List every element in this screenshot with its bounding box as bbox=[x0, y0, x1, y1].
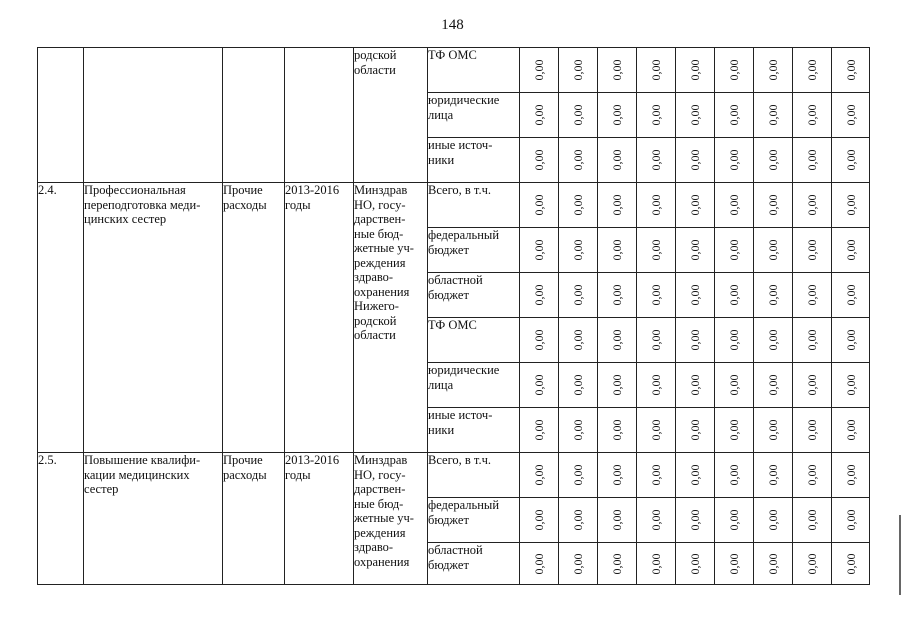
value-cell bbox=[715, 408, 754, 453]
source-cell: юридические лица bbox=[428, 363, 520, 408]
value-text: 0,00 bbox=[765, 59, 780, 81]
value-cell bbox=[754, 183, 793, 228]
table-row bbox=[38, 183, 870, 228]
value-cell bbox=[520, 183, 559, 228]
value-cell bbox=[520, 543, 559, 585]
value-text: 0,00 bbox=[765, 553, 780, 574]
value-cell bbox=[637, 48, 676, 93]
cont-number-cell bbox=[38, 48, 84, 183]
value-text: 0,00 bbox=[648, 59, 663, 81]
value-cell bbox=[715, 498, 754, 543]
value-text: 0,00 bbox=[843, 239, 858, 261]
value-text: 0,00 bbox=[687, 149, 702, 171]
value-text: 0,00 bbox=[843, 329, 858, 351]
value-text: 0,00 bbox=[804, 464, 819, 486]
table-row bbox=[38, 48, 870, 93]
value-cell bbox=[676, 228, 715, 273]
value-cell bbox=[715, 183, 754, 228]
value-cell bbox=[637, 93, 676, 138]
value-cell bbox=[832, 228, 870, 273]
value-text: 0,00 bbox=[648, 509, 663, 531]
source-cell: Всего, в т.ч. bbox=[428, 453, 520, 498]
value-cell bbox=[676, 408, 715, 453]
value-text: 0,00 bbox=[648, 284, 663, 306]
value-cell bbox=[559, 318, 598, 363]
value-text: 0,00 bbox=[609, 509, 624, 531]
value-cell bbox=[793, 138, 832, 183]
value-cell bbox=[676, 93, 715, 138]
item-number-cell: 2.4. bbox=[38, 183, 84, 453]
value-text: 0,00 bbox=[804, 509, 819, 531]
value-text: 0,00 bbox=[609, 104, 624, 126]
value-text: 0,00 bbox=[843, 194, 858, 216]
value-cell bbox=[715, 453, 754, 498]
value-text: 0,00 bbox=[531, 59, 546, 81]
value-text: 0,00 bbox=[843, 104, 858, 126]
value-cell bbox=[637, 408, 676, 453]
value-text: 0,00 bbox=[843, 419, 858, 441]
value-text: 0,00 bbox=[687, 284, 702, 306]
value-cell bbox=[559, 498, 598, 543]
source-cell: Всего, в т.ч. bbox=[428, 183, 520, 228]
value-text: 0,00 bbox=[648, 239, 663, 261]
value-cell bbox=[832, 408, 870, 453]
value-cell bbox=[676, 543, 715, 585]
value-cell bbox=[715, 138, 754, 183]
value-cell bbox=[559, 273, 598, 318]
value-cell bbox=[520, 48, 559, 93]
value-text: 0,00 bbox=[609, 374, 624, 396]
value-cell bbox=[676, 138, 715, 183]
value-cell bbox=[754, 48, 793, 93]
value-cell bbox=[676, 273, 715, 318]
source-cell: федеральный бюджет bbox=[428, 498, 520, 543]
value-cell bbox=[793, 48, 832, 93]
period-cell: 2013-2016 годы bbox=[285, 453, 354, 585]
value-cell bbox=[559, 228, 598, 273]
value-text: 0,00 bbox=[765, 239, 780, 261]
value-text: 0,00 bbox=[687, 104, 702, 126]
value-cell bbox=[637, 543, 676, 585]
value-text: 0,00 bbox=[531, 464, 546, 486]
value-text: 0,00 bbox=[843, 59, 858, 81]
value-cell bbox=[559, 183, 598, 228]
value-cell bbox=[676, 48, 715, 93]
value-cell bbox=[832, 273, 870, 318]
value-text: 0,00 bbox=[609, 553, 624, 574]
value-text: 0,00 bbox=[531, 149, 546, 171]
source-cell: иные источ- ники bbox=[428, 138, 520, 183]
value-cell bbox=[559, 93, 598, 138]
value-cell bbox=[793, 183, 832, 228]
source-cell: иные источ- ники bbox=[428, 408, 520, 453]
value-text: 0,00 bbox=[609, 59, 624, 81]
value-text: 0,00 bbox=[726, 374, 741, 396]
value-cell bbox=[598, 408, 637, 453]
value-cell bbox=[754, 408, 793, 453]
value-text: 0,00 bbox=[531, 374, 546, 396]
value-text: 0,00 bbox=[726, 553, 741, 574]
value-text: 0,00 bbox=[765, 464, 780, 486]
value-text: 0,00 bbox=[726, 149, 741, 171]
value-cell bbox=[676, 183, 715, 228]
value-cell bbox=[520, 498, 559, 543]
value-cell bbox=[559, 138, 598, 183]
value-text: 0,00 bbox=[765, 104, 780, 126]
value-cell bbox=[520, 93, 559, 138]
value-text: 0,00 bbox=[843, 509, 858, 531]
value-cell bbox=[637, 228, 676, 273]
value-text: 0,00 bbox=[804, 194, 819, 216]
value-cell bbox=[598, 363, 637, 408]
value-text: 0,00 bbox=[531, 239, 546, 261]
value-cell bbox=[559, 363, 598, 408]
value-cell bbox=[598, 453, 637, 498]
value-cell bbox=[598, 48, 637, 93]
value-text: 0,00 bbox=[843, 553, 858, 574]
value-cell bbox=[715, 273, 754, 318]
value-text: 0,00 bbox=[726, 59, 741, 81]
value-text: 0,00 bbox=[570, 59, 585, 81]
value-cell bbox=[754, 273, 793, 318]
value-cell bbox=[559, 408, 598, 453]
value-cell bbox=[637, 453, 676, 498]
value-text: 0,00 bbox=[570, 464, 585, 486]
value-cell bbox=[754, 318, 793, 363]
value-cell bbox=[832, 138, 870, 183]
value-text: 0,00 bbox=[843, 464, 858, 486]
value-cell bbox=[832, 363, 870, 408]
value-text: 0,00 bbox=[804, 104, 819, 126]
value-text: 0,00 bbox=[804, 374, 819, 396]
value-text: 0,00 bbox=[609, 329, 624, 351]
value-cell bbox=[598, 228, 637, 273]
value-cell bbox=[793, 273, 832, 318]
value-cell bbox=[832, 93, 870, 138]
value-text: 0,00 bbox=[648, 104, 663, 126]
value-cell bbox=[598, 93, 637, 138]
value-cell bbox=[832, 498, 870, 543]
value-cell bbox=[793, 93, 832, 138]
value-cell bbox=[598, 318, 637, 363]
page-number: 148 bbox=[441, 17, 464, 33]
value-text: 0,00 bbox=[687, 194, 702, 216]
value-cell bbox=[715, 318, 754, 363]
value-text: 0,00 bbox=[648, 464, 663, 486]
value-text: 0,00 bbox=[687, 419, 702, 441]
value-text: 0,00 bbox=[570, 419, 585, 441]
value-cell bbox=[754, 228, 793, 273]
value-cell bbox=[637, 363, 676, 408]
value-text: 0,00 bbox=[570, 374, 585, 396]
value-text: 0,00 bbox=[570, 553, 585, 574]
value-cell bbox=[559, 453, 598, 498]
value-text: 0,00 bbox=[687, 59, 702, 81]
value-cell bbox=[793, 408, 832, 453]
value-cell bbox=[832, 543, 870, 585]
value-cell bbox=[715, 228, 754, 273]
value-text: 0,00 bbox=[843, 284, 858, 306]
table-row bbox=[38, 453, 870, 498]
value-text: 0,00 bbox=[531, 104, 546, 126]
value-cell bbox=[793, 498, 832, 543]
value-cell bbox=[637, 273, 676, 318]
scan-edge-mark bbox=[899, 515, 901, 595]
value-cell bbox=[715, 543, 754, 585]
value-cell bbox=[754, 453, 793, 498]
value-text: 0,00 bbox=[531, 284, 546, 306]
value-text: 0,00 bbox=[804, 284, 819, 306]
cont-executor-cell: родской области bbox=[354, 48, 428, 183]
value-cell bbox=[559, 48, 598, 93]
value-cell bbox=[676, 453, 715, 498]
value-text: 0,00 bbox=[648, 194, 663, 216]
value-text: 0,00 bbox=[765, 194, 780, 216]
period-cell: 2013-2016 годы bbox=[285, 183, 354, 453]
value-cell bbox=[598, 543, 637, 585]
source-cell: областной бюджет bbox=[428, 273, 520, 318]
executor-cell: Минздрав НО, госу- дарствен- ные бюд- жетные уч- реждения здраво- охранения Нижего- родской области bbox=[354, 183, 428, 453]
value-cell bbox=[637, 138, 676, 183]
value-text: 0,00 bbox=[570, 284, 585, 306]
value-text: 0,00 bbox=[570, 239, 585, 261]
value-cell bbox=[598, 138, 637, 183]
value-cell bbox=[754, 138, 793, 183]
value-text: 0,00 bbox=[726, 329, 741, 351]
value-text: 0,00 bbox=[531, 509, 546, 531]
value-text: 0,00 bbox=[687, 374, 702, 396]
value-cell bbox=[598, 273, 637, 318]
value-text: 0,00 bbox=[765, 284, 780, 306]
value-text: 0,00 bbox=[726, 419, 741, 441]
value-text: 0,00 bbox=[609, 284, 624, 306]
value-cell bbox=[754, 498, 793, 543]
value-cell bbox=[832, 183, 870, 228]
value-text: 0,00 bbox=[609, 464, 624, 486]
value-text: 0,00 bbox=[687, 553, 702, 574]
value-text: 0,00 bbox=[609, 149, 624, 171]
value-cell bbox=[754, 543, 793, 585]
value-cell bbox=[637, 498, 676, 543]
value-text: 0,00 bbox=[570, 329, 585, 351]
value-text: 0,00 bbox=[609, 194, 624, 216]
value-cell bbox=[793, 453, 832, 498]
value-text: 0,00 bbox=[531, 553, 546, 574]
value-cell bbox=[598, 498, 637, 543]
value-text: 0,00 bbox=[765, 149, 780, 171]
value-text: 0,00 bbox=[765, 374, 780, 396]
value-text: 0,00 bbox=[765, 509, 780, 531]
value-text: 0,00 bbox=[531, 419, 546, 441]
value-text: 0,00 bbox=[609, 239, 624, 261]
value-cell bbox=[520, 318, 559, 363]
value-text: 0,00 bbox=[648, 553, 663, 574]
value-text: 0,00 bbox=[726, 104, 741, 126]
value-text: 0,00 bbox=[570, 149, 585, 171]
value-text: 0,00 bbox=[843, 374, 858, 396]
value-cell bbox=[793, 318, 832, 363]
value-text: 0,00 bbox=[804, 329, 819, 351]
value-text: 0,00 bbox=[570, 509, 585, 531]
value-cell bbox=[793, 543, 832, 585]
value-text: 0,00 bbox=[804, 419, 819, 441]
value-text: 0,00 bbox=[570, 194, 585, 216]
value-cell bbox=[832, 453, 870, 498]
value-text: 0,00 bbox=[843, 149, 858, 171]
value-cell bbox=[559, 543, 598, 585]
value-text: 0,00 bbox=[765, 329, 780, 351]
value-cell bbox=[715, 48, 754, 93]
value-cell bbox=[520, 273, 559, 318]
value-text: 0,00 bbox=[531, 329, 546, 351]
value-text: 0,00 bbox=[726, 284, 741, 306]
value-text: 0,00 bbox=[804, 59, 819, 81]
value-text: 0,00 bbox=[687, 239, 702, 261]
value-cell bbox=[715, 93, 754, 138]
value-text: 0,00 bbox=[726, 239, 741, 261]
value-cell bbox=[832, 318, 870, 363]
item-name-cell: Профессиональная переподготовка меди- цинских сестер bbox=[84, 183, 223, 453]
budget-table bbox=[37, 47, 870, 585]
value-cell bbox=[715, 363, 754, 408]
item-name-cell: Повышение квалифи- кации медицинских сестер bbox=[84, 453, 223, 585]
value-text: 0,00 bbox=[726, 464, 741, 486]
value-cell bbox=[676, 318, 715, 363]
cont-period-cell bbox=[285, 48, 354, 183]
value-cell bbox=[520, 363, 559, 408]
value-cell bbox=[676, 363, 715, 408]
source-cell: ТФ ОМС bbox=[428, 318, 520, 363]
value-text: 0,00 bbox=[648, 149, 663, 171]
value-cell bbox=[598, 183, 637, 228]
value-text: 0,00 bbox=[804, 149, 819, 171]
expense-type-cell: Прочие расходы bbox=[223, 183, 285, 453]
value-text: 0,00 bbox=[687, 509, 702, 531]
value-cell bbox=[832, 48, 870, 93]
value-text: 0,00 bbox=[765, 419, 780, 441]
cont-name-cell bbox=[84, 48, 223, 183]
value-text: 0,00 bbox=[804, 239, 819, 261]
source-cell: юридические лица bbox=[428, 93, 520, 138]
value-cell bbox=[754, 93, 793, 138]
value-cell bbox=[637, 318, 676, 363]
value-text: 0,00 bbox=[687, 329, 702, 351]
source-cell: федеральный бюджет bbox=[428, 228, 520, 273]
value-text: 0,00 bbox=[804, 553, 819, 574]
executor-cell: Минздрав НО, госу- дарствен- ные бюд- жетные уч- реждения здраво- охранения bbox=[354, 453, 428, 585]
value-text: 0,00 bbox=[648, 419, 663, 441]
value-text: 0,00 bbox=[726, 194, 741, 216]
value-text: 0,00 bbox=[609, 419, 624, 441]
value-cell bbox=[676, 498, 715, 543]
value-cell bbox=[520, 453, 559, 498]
value-text: 0,00 bbox=[531, 194, 546, 216]
value-cell bbox=[793, 363, 832, 408]
cont-expense-type-cell bbox=[223, 48, 285, 183]
source-cell: областной бюджет bbox=[428, 543, 520, 585]
value-text: 0,00 bbox=[648, 374, 663, 396]
expense-type-cell: Прочие расходы bbox=[223, 453, 285, 585]
value-text: 0,00 bbox=[570, 104, 585, 126]
value-cell bbox=[637, 183, 676, 228]
value-text: 0,00 bbox=[687, 464, 702, 486]
value-cell bbox=[754, 363, 793, 408]
item-number-cell: 2.5. bbox=[38, 453, 84, 585]
value-text: 0,00 bbox=[648, 329, 663, 351]
value-cell bbox=[793, 228, 832, 273]
value-cell bbox=[520, 228, 559, 273]
value-cell bbox=[520, 138, 559, 183]
value-cell bbox=[520, 408, 559, 453]
source-cell: ТФ ОМС bbox=[428, 48, 520, 93]
value-text: 0,00 bbox=[726, 509, 741, 531]
